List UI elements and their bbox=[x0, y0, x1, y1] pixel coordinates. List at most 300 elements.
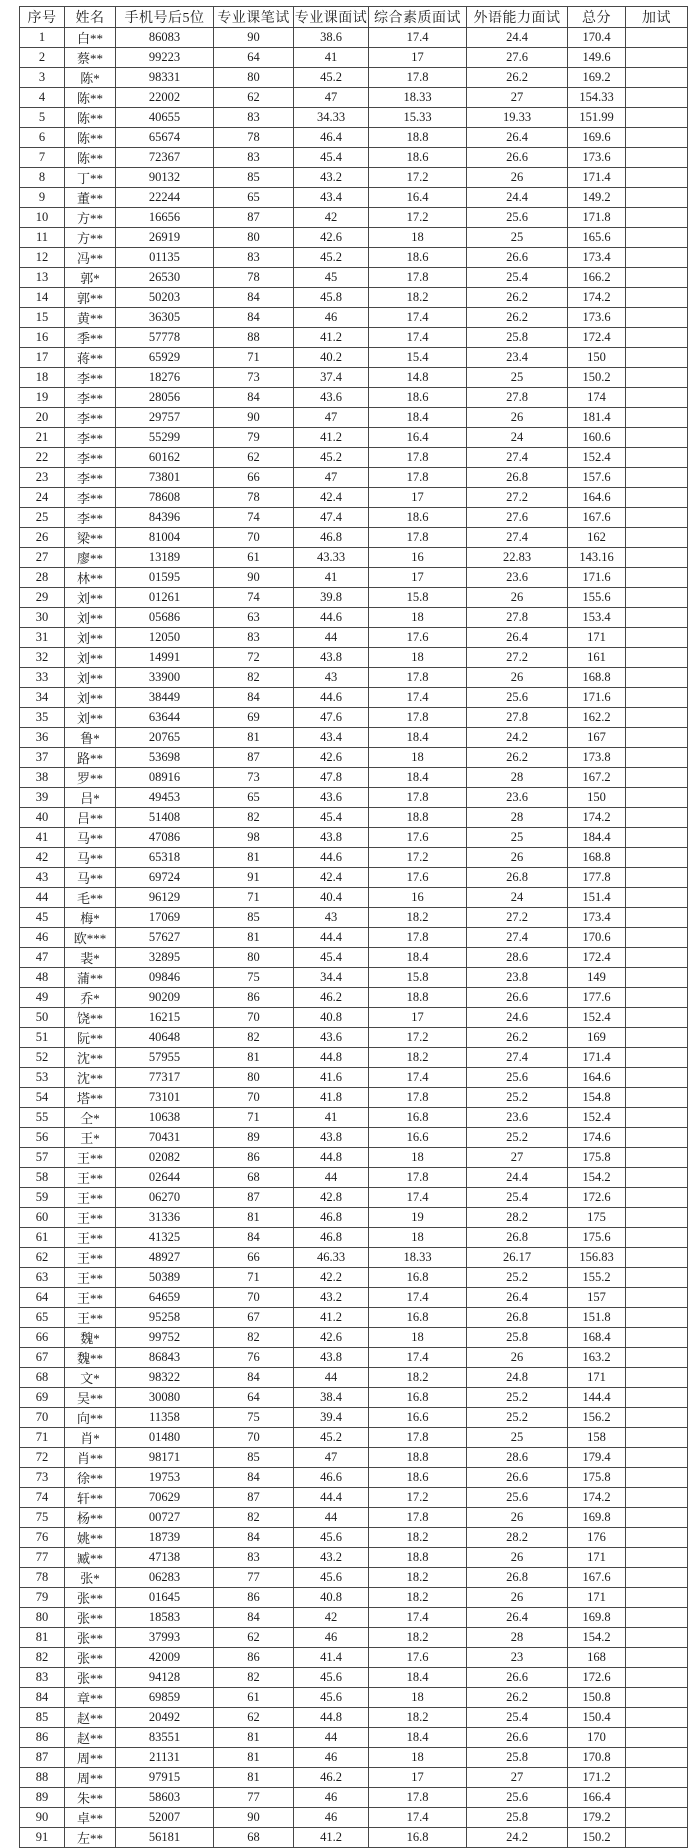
cell-language-interview: 24.2 bbox=[467, 728, 568, 748]
cell-written-test: 78 bbox=[214, 488, 294, 508]
cell-no: 82 bbox=[20, 1648, 65, 1668]
cell-major-interview: 44.4 bbox=[294, 1488, 369, 1508]
cell-name: 李** bbox=[65, 488, 116, 508]
cell-quality-interview: 18.6 bbox=[369, 148, 467, 168]
cell-quality-interview: 18.8 bbox=[369, 1448, 467, 1468]
table-row bbox=[20, 388, 688, 408]
cell-language-interview: 26.17 bbox=[467, 1248, 568, 1268]
cell-language-interview: 27.2 bbox=[467, 488, 568, 508]
cell-name: 轩** bbox=[65, 1488, 116, 1508]
cell-major-interview: 46 bbox=[294, 1788, 369, 1808]
cell-phone: 65318 bbox=[116, 848, 214, 868]
cell-major-interview: 45.6 bbox=[294, 1668, 369, 1688]
cell-major-interview: 43.6 bbox=[294, 388, 369, 408]
cell-major-interview: 41.2 bbox=[294, 328, 369, 348]
cell-name: 李** bbox=[65, 468, 116, 488]
cell-total: 163.2 bbox=[568, 1348, 626, 1368]
cell-name: 周** bbox=[65, 1748, 116, 1768]
cell-bonus-test bbox=[626, 368, 688, 388]
cell-total: 184.4 bbox=[568, 828, 626, 848]
cell-no: 62 bbox=[20, 1248, 65, 1268]
cell-total: 154.2 bbox=[568, 1168, 626, 1188]
cell-phone: 02082 bbox=[116, 1148, 214, 1168]
cell-no: 48 bbox=[20, 968, 65, 988]
cell-quality-interview: 17.8 bbox=[369, 928, 467, 948]
cell-name: 王* bbox=[65, 1128, 116, 1148]
cell-total: 170.8 bbox=[568, 1748, 626, 1768]
cell-no: 21 bbox=[20, 428, 65, 448]
cell-language-interview: 26.6 bbox=[467, 1468, 568, 1488]
cell-total: 179.2 bbox=[568, 1808, 626, 1828]
cell-name: 毛** bbox=[65, 888, 116, 908]
score-table-container bbox=[19, 6, 688, 1848]
cell-total: 161 bbox=[568, 648, 626, 668]
cell-phone: 65929 bbox=[116, 348, 214, 368]
cell-no: 4 bbox=[20, 88, 65, 108]
table-row bbox=[20, 968, 688, 988]
cell-no: 36 bbox=[20, 728, 65, 748]
cell-bonus-test bbox=[626, 1768, 688, 1788]
cell-major-interview: 46.33 bbox=[294, 1248, 369, 1268]
cell-phone: 08916 bbox=[116, 768, 214, 788]
cell-major-interview: 38.4 bbox=[294, 1388, 369, 1408]
cell-no: 33 bbox=[20, 668, 65, 688]
cell-no: 78 bbox=[20, 1568, 65, 1588]
cell-major-interview: 47 bbox=[294, 88, 369, 108]
cell-bonus-test bbox=[626, 1528, 688, 1548]
cell-major-interview: 42.4 bbox=[294, 868, 369, 888]
cell-quality-interview: 16.4 bbox=[369, 188, 467, 208]
cell-quality-interview: 18.2 bbox=[369, 1528, 467, 1548]
table-row bbox=[20, 268, 688, 288]
cell-quality-interview: 17.8 bbox=[369, 68, 467, 88]
cell-written-test: 83 bbox=[214, 1548, 294, 1568]
cell-phone: 83551 bbox=[116, 1728, 214, 1748]
cell-no: 7 bbox=[20, 148, 65, 168]
cell-language-interview: 26 bbox=[467, 1348, 568, 1368]
cell-quality-interview: 15.4 bbox=[369, 348, 467, 368]
cell-phone: 18583 bbox=[116, 1608, 214, 1628]
cell-bonus-test bbox=[626, 448, 688, 468]
cell-no: 66 bbox=[20, 1328, 65, 1348]
cell-no: 19 bbox=[20, 388, 65, 408]
cell-major-interview: 42.2 bbox=[294, 1268, 369, 1288]
cell-quality-interview: 17.2 bbox=[369, 1028, 467, 1048]
cell-no: 70 bbox=[20, 1408, 65, 1428]
table-row bbox=[20, 1768, 688, 1788]
table-row bbox=[20, 1728, 688, 1748]
cell-language-interview: 27.4 bbox=[467, 528, 568, 548]
cell-language-interview: 28.6 bbox=[467, 948, 568, 968]
cell-quality-interview: 17.4 bbox=[369, 1068, 467, 1088]
cell-total: 150.4 bbox=[568, 1708, 626, 1728]
cell-name: 王** bbox=[65, 1228, 116, 1248]
table-row bbox=[20, 668, 688, 688]
cell-phone: 57778 bbox=[116, 328, 214, 348]
cell-quality-interview: 18.2 bbox=[369, 1708, 467, 1728]
cell-written-test: 79 bbox=[214, 428, 294, 448]
cell-bonus-test bbox=[626, 1788, 688, 1808]
cell-phone: 28056 bbox=[116, 388, 214, 408]
cell-no: 72 bbox=[20, 1448, 65, 1468]
cell-language-interview: 26 bbox=[467, 588, 568, 608]
cell-total: 160.6 bbox=[568, 428, 626, 448]
cell-written-test: 66 bbox=[214, 1248, 294, 1268]
cell-quality-interview: 15.8 bbox=[369, 588, 467, 608]
cell-quality-interview: 17.2 bbox=[369, 848, 467, 868]
cell-no: 27 bbox=[20, 548, 65, 568]
cell-total: 168 bbox=[568, 1648, 626, 1668]
cell-quality-interview: 16.4 bbox=[369, 428, 467, 448]
cell-phone: 69724 bbox=[116, 868, 214, 888]
cell-major-interview: 42.6 bbox=[294, 748, 369, 768]
cell-quality-interview: 18 bbox=[369, 1228, 467, 1248]
cell-major-interview: 43.4 bbox=[294, 728, 369, 748]
cell-bonus-test bbox=[626, 188, 688, 208]
cell-written-test: 80 bbox=[214, 228, 294, 248]
cell-written-test: 90 bbox=[214, 568, 294, 588]
cell-name: 臧** bbox=[65, 1548, 116, 1568]
cell-written-test: 85 bbox=[214, 168, 294, 188]
cell-written-test: 84 bbox=[214, 1528, 294, 1548]
cell-language-interview: 27.8 bbox=[467, 608, 568, 628]
cell-language-interview: 28 bbox=[467, 768, 568, 788]
cell-written-test: 70 bbox=[214, 1088, 294, 1108]
cell-name: 刘** bbox=[65, 708, 116, 728]
cell-bonus-test bbox=[626, 1388, 688, 1408]
cell-major-interview: 40.8 bbox=[294, 1588, 369, 1608]
cell-language-interview: 26.8 bbox=[467, 468, 568, 488]
cell-quality-interview: 16 bbox=[369, 548, 467, 568]
cell-bonus-test bbox=[626, 228, 688, 248]
cell-total: 175 bbox=[568, 1208, 626, 1228]
cell-total: 156.83 bbox=[568, 1248, 626, 1268]
cell-language-interview: 24.4 bbox=[467, 28, 568, 48]
cell-quality-interview: 17 bbox=[369, 568, 467, 588]
cell-language-interview: 23.4 bbox=[467, 348, 568, 368]
cell-bonus-test bbox=[626, 1468, 688, 1488]
cell-written-test: 80 bbox=[214, 1068, 294, 1088]
table-row bbox=[20, 448, 688, 468]
cell-phone: 51408 bbox=[116, 808, 214, 828]
cell-name: 刘** bbox=[65, 628, 116, 648]
cell-major-interview: 45.2 bbox=[294, 448, 369, 468]
cell-major-interview: 44.6 bbox=[294, 848, 369, 868]
cell-phone: 18276 bbox=[116, 368, 214, 388]
cell-total: 168.8 bbox=[568, 668, 626, 688]
table-row bbox=[20, 1228, 688, 1248]
cell-major-interview: 43 bbox=[294, 668, 369, 688]
cell-quality-interview: 18.2 bbox=[369, 1588, 467, 1608]
cell-name: 周** bbox=[65, 1768, 116, 1788]
cell-written-test: 77 bbox=[214, 1568, 294, 1588]
cell-no: 55 bbox=[20, 1108, 65, 1128]
cell-bonus-test bbox=[626, 1048, 688, 1068]
cell-name: 王** bbox=[65, 1288, 116, 1308]
cell-written-test: 62 bbox=[214, 1628, 294, 1648]
cell-major-interview: 44.8 bbox=[294, 1708, 369, 1728]
cell-no: 80 bbox=[20, 1608, 65, 1628]
cell-quality-interview: 17.8 bbox=[369, 528, 467, 548]
cell-name: 董** bbox=[65, 188, 116, 208]
cell-language-interview: 25.2 bbox=[467, 1388, 568, 1408]
cell-quality-interview: 17.8 bbox=[369, 468, 467, 488]
cell-major-interview: 43.2 bbox=[294, 1288, 369, 1308]
cell-written-test: 78 bbox=[214, 268, 294, 288]
cell-phone: 95258 bbox=[116, 1308, 214, 1328]
cell-bonus-test bbox=[626, 1828, 688, 1848]
cell-name: 仝* bbox=[65, 1108, 116, 1128]
cell-written-test: 84 bbox=[214, 1468, 294, 1488]
cell-total: 166.4 bbox=[568, 1788, 626, 1808]
cell-language-interview: 26.4 bbox=[467, 1288, 568, 1308]
cell-name: 沈** bbox=[65, 1068, 116, 1088]
cell-quality-interview: 17.4 bbox=[369, 1188, 467, 1208]
cell-bonus-test bbox=[626, 248, 688, 268]
cell-bonus-test bbox=[626, 628, 688, 648]
table-row bbox=[20, 1128, 688, 1148]
cell-no: 5 bbox=[20, 108, 65, 128]
cell-phone: 57627 bbox=[116, 928, 214, 948]
cell-written-test: 62 bbox=[214, 448, 294, 468]
cell-major-interview: 46.2 bbox=[294, 1768, 369, 1788]
cell-written-test: 87 bbox=[214, 1188, 294, 1208]
cell-no: 61 bbox=[20, 1228, 65, 1248]
cell-written-test: 61 bbox=[214, 548, 294, 568]
table-row bbox=[20, 288, 688, 308]
cell-written-test: 65 bbox=[214, 188, 294, 208]
cell-total: 150 bbox=[568, 788, 626, 808]
cell-quality-interview: 18 bbox=[369, 228, 467, 248]
cell-no: 34 bbox=[20, 688, 65, 708]
cell-no: 10 bbox=[20, 208, 65, 228]
cell-major-interview: 44 bbox=[294, 1368, 369, 1388]
cell-written-test: 72 bbox=[214, 648, 294, 668]
cell-name: 张** bbox=[65, 1608, 116, 1628]
cell-phone: 05686 bbox=[116, 608, 214, 628]
cell-total: 152.4 bbox=[568, 448, 626, 468]
cell-bonus-test bbox=[626, 1088, 688, 1108]
cell-quality-interview: 17 bbox=[369, 1008, 467, 1028]
cell-language-interview: 26 bbox=[467, 1588, 568, 1608]
cell-quality-interview: 17.8 bbox=[369, 788, 467, 808]
table-row bbox=[20, 1188, 688, 1208]
cell-phone: 97915 bbox=[116, 1768, 214, 1788]
cell-bonus-test bbox=[626, 808, 688, 828]
cell-total: 181.4 bbox=[568, 408, 626, 428]
table-row bbox=[20, 1328, 688, 1348]
cell-bonus-test bbox=[626, 868, 688, 888]
cell-phone: 06283 bbox=[116, 1568, 214, 1588]
cell-phone: 01135 bbox=[116, 248, 214, 268]
table-row bbox=[20, 1088, 688, 1108]
cell-phone: 21131 bbox=[116, 1748, 214, 1768]
cell-total: 173.8 bbox=[568, 748, 626, 768]
cell-phone: 38449 bbox=[116, 688, 214, 708]
cell-no: 91 bbox=[20, 1828, 65, 1848]
cell-major-interview: 44.6 bbox=[294, 688, 369, 708]
table-row bbox=[20, 328, 688, 348]
cell-total: 170 bbox=[568, 1728, 626, 1748]
cell-total: 164.6 bbox=[568, 488, 626, 508]
cell-total: 174.2 bbox=[568, 1488, 626, 1508]
cell-quality-interview: 18.4 bbox=[369, 768, 467, 788]
cell-name: 乔* bbox=[65, 988, 116, 1008]
cell-major-interview: 37.4 bbox=[294, 368, 369, 388]
cell-phone: 16656 bbox=[116, 208, 214, 228]
cell-language-interview: 26.6 bbox=[467, 1728, 568, 1748]
cell-major-interview: 41.2 bbox=[294, 428, 369, 448]
table-row bbox=[20, 228, 688, 248]
cell-written-test: 68 bbox=[214, 1828, 294, 1848]
cell-name: 刘** bbox=[65, 608, 116, 628]
cell-name: 马** bbox=[65, 868, 116, 888]
cell-written-test: 64 bbox=[214, 1388, 294, 1408]
cell-major-interview: 45.4 bbox=[294, 808, 369, 828]
column-header-major-interview: 专业课面试 bbox=[294, 7, 369, 28]
cell-written-test: 62 bbox=[214, 88, 294, 108]
cell-major-interview: 45.6 bbox=[294, 1528, 369, 1548]
table-row bbox=[20, 828, 688, 848]
cell-written-test: 84 bbox=[214, 308, 294, 328]
table-row bbox=[20, 1288, 688, 1308]
cell-bonus-test bbox=[626, 1728, 688, 1748]
cell-name: 李** bbox=[65, 508, 116, 528]
cell-no: 45 bbox=[20, 908, 65, 928]
cell-language-interview: 27 bbox=[467, 1768, 568, 1788]
cell-bonus-test bbox=[626, 568, 688, 588]
cell-name: 肖** bbox=[65, 1448, 116, 1468]
cell-bonus-test bbox=[626, 588, 688, 608]
cell-quality-interview: 18.8 bbox=[369, 988, 467, 1008]
cell-phone: 32895 bbox=[116, 948, 214, 968]
cell-language-interview: 25.6 bbox=[467, 1788, 568, 1808]
cell-phone: 50389 bbox=[116, 1268, 214, 1288]
cell-written-test: 86 bbox=[214, 1648, 294, 1668]
cell-phone: 70431 bbox=[116, 1128, 214, 1148]
cell-written-test: 90 bbox=[214, 1808, 294, 1828]
cell-major-interview: 46.4 bbox=[294, 128, 369, 148]
cell-total: 162 bbox=[568, 528, 626, 548]
table-row bbox=[20, 148, 688, 168]
cell-total: 173.6 bbox=[568, 308, 626, 328]
cell-quality-interview: 17.2 bbox=[369, 1488, 467, 1508]
cell-written-test: 70 bbox=[214, 1428, 294, 1448]
cell-phone: 96129 bbox=[116, 888, 214, 908]
column-header-quality-interview: 综合素质面试 bbox=[369, 7, 467, 28]
cell-major-interview: 43.4 bbox=[294, 188, 369, 208]
cell-phone: 81004 bbox=[116, 528, 214, 548]
cell-major-interview: 45.8 bbox=[294, 288, 369, 308]
cell-language-interview: 26.2 bbox=[467, 1028, 568, 1048]
cell-major-interview: 44 bbox=[294, 628, 369, 648]
cell-phone: 26919 bbox=[116, 228, 214, 248]
cell-no: 11 bbox=[20, 228, 65, 248]
cell-no: 31 bbox=[20, 628, 65, 648]
cell-bonus-test bbox=[626, 1488, 688, 1508]
column-header-language-interview: 外语能力面试 bbox=[467, 7, 568, 28]
cell-name: 左** bbox=[65, 1828, 116, 1848]
cell-major-interview: 46.2 bbox=[294, 988, 369, 1008]
table-row bbox=[20, 808, 688, 828]
cell-total: 172.4 bbox=[568, 328, 626, 348]
cell-written-test: 81 bbox=[214, 1048, 294, 1068]
cell-language-interview: 23.6 bbox=[467, 788, 568, 808]
cell-bonus-test bbox=[626, 1588, 688, 1608]
cell-quality-interview: 18.8 bbox=[369, 808, 467, 828]
cell-no: 47 bbox=[20, 948, 65, 968]
cell-written-test: 65 bbox=[214, 788, 294, 808]
cell-total: 171.6 bbox=[568, 688, 626, 708]
cell-phone: 86843 bbox=[116, 1348, 214, 1368]
table-row bbox=[20, 468, 688, 488]
cell-total: 156.2 bbox=[568, 1408, 626, 1428]
cell-no: 26 bbox=[20, 528, 65, 548]
cell-major-interview: 47 bbox=[294, 468, 369, 488]
cell-phone: 09846 bbox=[116, 968, 214, 988]
cell-phone: 20492 bbox=[116, 1708, 214, 1728]
cell-written-test: 82 bbox=[214, 668, 294, 688]
cell-total: 171.4 bbox=[568, 168, 626, 188]
cell-major-interview: 41.8 bbox=[294, 1088, 369, 1108]
cell-phone: 50203 bbox=[116, 288, 214, 308]
cell-total: 175.8 bbox=[568, 1148, 626, 1168]
cell-bonus-test bbox=[626, 1168, 688, 1188]
cell-language-interview: 26.6 bbox=[467, 248, 568, 268]
cell-language-interview: 25.6 bbox=[467, 208, 568, 228]
cell-quality-interview: 17.6 bbox=[369, 1648, 467, 1668]
cell-language-interview: 24.8 bbox=[467, 1368, 568, 1388]
cell-total: 166.2 bbox=[568, 268, 626, 288]
table-row bbox=[20, 1708, 688, 1728]
cell-no: 86 bbox=[20, 1728, 65, 1748]
cell-total: 167.6 bbox=[568, 1568, 626, 1588]
cell-no: 12 bbox=[20, 248, 65, 268]
cell-phone: 57955 bbox=[116, 1048, 214, 1068]
cell-name: 沈** bbox=[65, 1048, 116, 1068]
cell-name: 王** bbox=[65, 1308, 116, 1328]
cell-major-interview: 43.33 bbox=[294, 548, 369, 568]
cell-bonus-test bbox=[626, 1628, 688, 1648]
cell-no: 37 bbox=[20, 748, 65, 768]
cell-major-interview: 44.6 bbox=[294, 608, 369, 628]
cell-language-interview: 23.8 bbox=[467, 968, 568, 988]
cell-quality-interview: 17.8 bbox=[369, 1428, 467, 1448]
table-row bbox=[20, 608, 688, 628]
cell-language-interview: 27.2 bbox=[467, 648, 568, 668]
cell-phone: 56181 bbox=[116, 1828, 214, 1848]
cell-quality-interview: 17.8 bbox=[369, 668, 467, 688]
cell-major-interview: 39.8 bbox=[294, 588, 369, 608]
cell-total: 169.8 bbox=[568, 1508, 626, 1528]
table-row bbox=[20, 1528, 688, 1548]
cell-no: 77 bbox=[20, 1548, 65, 1568]
cell-major-interview: 42 bbox=[294, 208, 369, 228]
cell-written-test: 71 bbox=[214, 1268, 294, 1288]
cell-name: 方** bbox=[65, 228, 116, 248]
cell-phone: 48927 bbox=[116, 1248, 214, 1268]
table-row bbox=[20, 1048, 688, 1068]
cell-language-interview: 25 bbox=[467, 1428, 568, 1448]
cell-phone: 13189 bbox=[116, 548, 214, 568]
cell-major-interview: 41.2 bbox=[294, 1308, 369, 1328]
cell-phone: 19753 bbox=[116, 1468, 214, 1488]
cell-no: 43 bbox=[20, 868, 65, 888]
cell-language-interview: 26.2 bbox=[467, 308, 568, 328]
table-row bbox=[20, 1748, 688, 1768]
cell-major-interview: 41 bbox=[294, 568, 369, 588]
cell-language-interview: 26.2 bbox=[467, 288, 568, 308]
